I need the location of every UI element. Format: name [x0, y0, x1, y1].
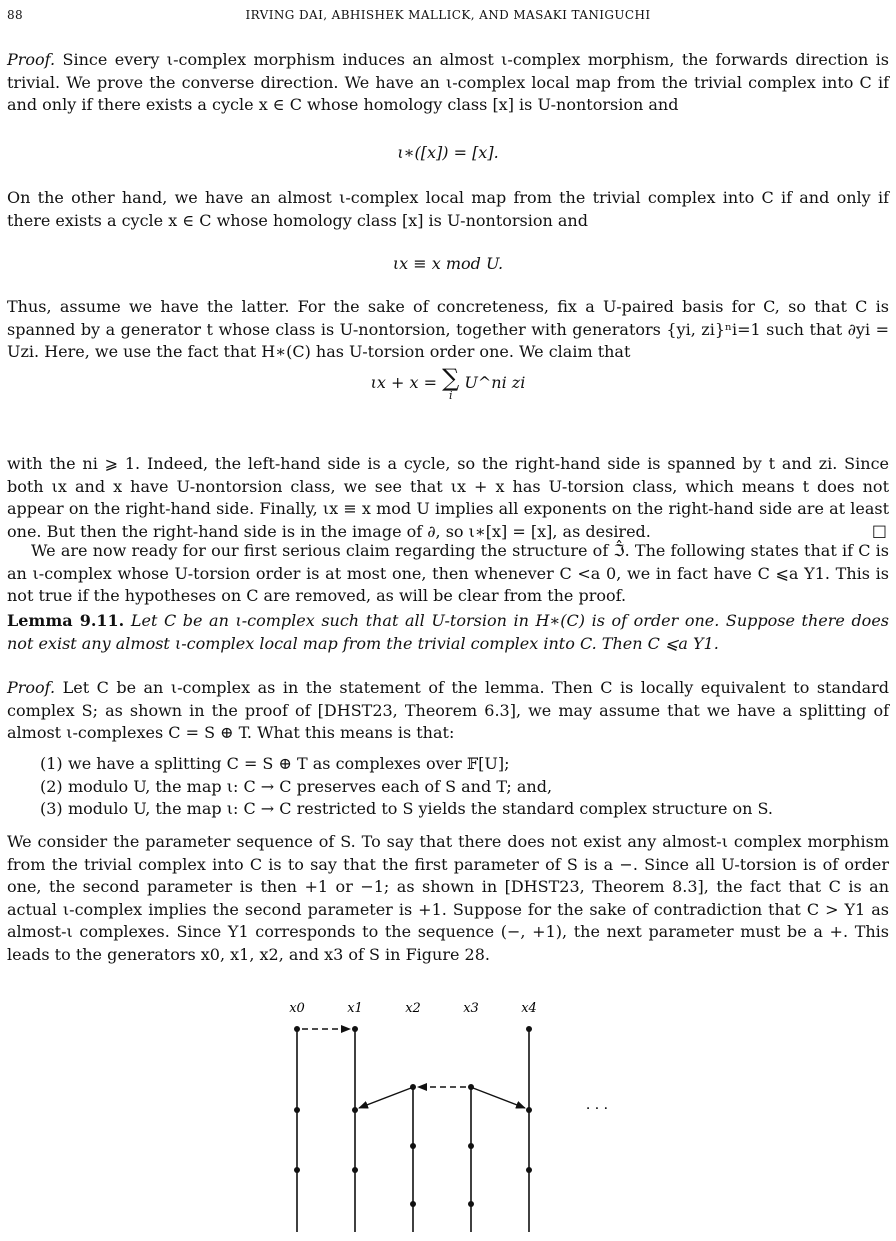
list-item: (1) we have a splitting C = S ⊕ T as complexes over 𝔽[U]; [40, 754, 510, 773]
proof-label: Proof. [7, 50, 56, 69]
equation-rhs: U^ni zi [464, 373, 526, 392]
paragraph-parameter-sequence: We consider the parameter sequence of S. To say that there does not exist any almost-ι complex morphism from the trivial complex into C is to say that the first parameter of S is a −. Since all U-torsion is of order one, the second parameter is then +1 or −1; as shown in [DHST23, Theorem 8.3], the fact that C is an actual ι-complex implies the second parameter is +1. Suppose for the sake of contradiction that C > Y1 as almost-ι complexes. Since Y1 corresponds to the sequence (−, +1), the next parameter must be a +. This leads to the generators x0, x1, x2, and x3 of S in Figure 28. [7, 832, 889, 964]
equation-mod-u: ιx ≡ x mod U. [392, 254, 504, 273]
paragraph-almost-local-map: On the other hand, we have an almost ι-complex local map from the trivial complex into C if and only if there exists a cycle x ∈ C whose homology class [x] is U-nontorsion and [7, 188, 889, 230]
page-number: 88 [7, 8, 24, 22]
label-x2: x2 [405, 1001, 421, 1016]
proof-text: Let C be an ι-complex as in the statement of the lemma. Then C is locally equivalent to standard complex S; as shown in the proof of [DHST23, Theorem 6.3], we may assume that we have a splitting of almost ι-complexes C = S ⊕ T. What this means is that: [7, 678, 889, 742]
list-item: (2) modulo U, the map ι: C → C preserves each of S and T; and, [40, 776, 553, 796]
label-x1: x1 [347, 1001, 363, 1016]
proof-text: Since every ι-complex morphism induces an almost ι-complex morphism, the forwards direction is trivial. We prove the converse direction. We have an ι-complex local map from the trivial complex into C if and only if there exists a cycle x ∈ C whose homology class [x] is U-nontorsion and [7, 50, 890, 114]
list-item: (3) modulo U, the map ι: C → C restricted to S yields the standard complex structure on S. [40, 799, 774, 818]
sum-index: i [448, 389, 453, 402]
proof-label: Proof. [7, 678, 56, 697]
equation-lhs: ιx + x = [370, 373, 438, 392]
sum-symbol: ∑ [442, 364, 460, 392]
label-x0: x0 [289, 1001, 305, 1016]
running-title: IRVING DAI, ABHISHEK MALLICK, AND MASAKI TANIGUCHI [245, 8, 651, 22]
label-x4: x4 [521, 1001, 537, 1016]
label-x3: x3 [463, 1001, 479, 1016]
paragraph-serious-claim: We are now ready for our first serious claim regarding the structure of ℑ̂. The following states that if C is an ι-complex whose U-torsion order is at most one, then whenever C <a 0, we in fact have C ⩽a Y1. This is not true if the hypotheses on C are removed, as will be clear from the proof. [7, 541, 889, 605]
lemma-text: Let C be an ι-complex such that all U-torsion in H∗(C) is of order one. Suppose there does not exist any almost ι-complex local map from the trivial complex into C. Then C ⩽a Y1. [7, 611, 889, 653]
paragraph-indeed: with the ni ⩾ 1. Indeed, the left-hand side is a cycle, so the right-hand side is spanned by t and zi. Since both ιx and x have U-nontorsion class, we see that ιx + x has U-torsion class, which means t does not appear on the right-hand side. Finally, ιx ≡ x mod U implies all exponents on the right-hand side are at least one. But then the right-hand side is in the image of ∂, so ι∗[x] = [x], as desired. □ [7, 454, 889, 541]
ellipsis: · · · [585, 1101, 609, 1117]
lemma-label: Lemma 9.11. [7, 611, 125, 630]
qed-symbol: □ [871, 521, 887, 540]
arrow-x3-to-x4 [473, 1088, 525, 1108]
paragraph-u-paired-basis: Thus, assume we have the latter. For the sake of concreteness, fix a U-paired basis for C, so that C is spanned by a generator t whose class is U-nontorsion, together with generators {yi, zi}ⁿi=1 such that ∂yi = Uzi. Here, we use the fact that H∗(C) has U-torsion order one. We claim that [7, 297, 889, 361]
arrow-x2-to-x1 [359, 1088, 411, 1108]
equation-iota-star: ι∗([x]) = [x]. [397, 143, 499, 162]
